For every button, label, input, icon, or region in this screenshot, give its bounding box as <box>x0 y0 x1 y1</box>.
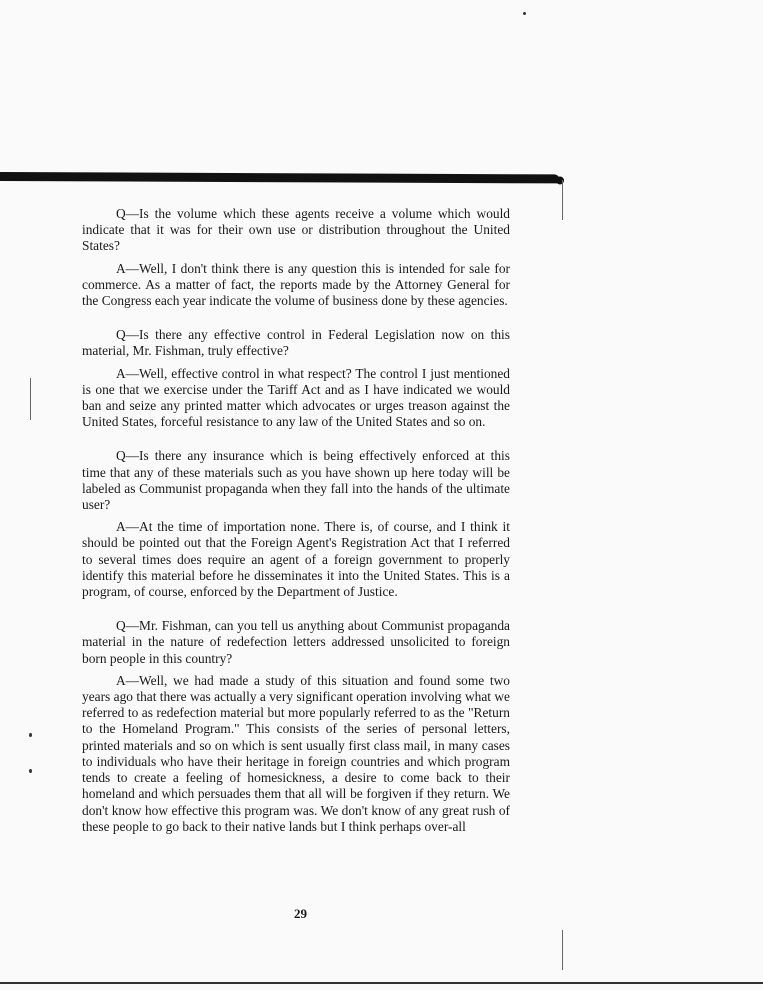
margin-mark <box>562 180 563 220</box>
answer-paragraph: A—At the time of importation none. There is, of course, and I think it should be pointed out that the Foreign Agent's Registration Act that I referred to several times does require an agent of a foreign government to properly identify this material before he disseminates it into the United States. This is a program, of course, enforced by the Department of Justice. <box>82 519 510 600</box>
page-body <box>82 206 510 835</box>
question-paragraph: Q—Is there any effective control in Federal Legislation now on this material, Mr. Fishman, truly effective? <box>82 327 510 359</box>
margin-mark <box>30 378 31 420</box>
bottom-rule <box>0 982 763 984</box>
question-paragraph: Q—Is there any insurance which is being effectively enforced at this time that any of these materials such as you have shown up here today will be labeled as Communist propaganda when they fall into the hands of the ultimate user? <box>82 448 510 513</box>
top-rule <box>0 172 560 183</box>
question-paragraph: Q—Is the volume which these agents receive a volume which would indicate that it was for their own use or distribution throughout the United States? <box>82 206 510 254</box>
answer-paragraph: A—Well, effective control in what respect? The control I just mentioned is one that we exercise under the Tariff Act and as I have indicated we would ban and seize any printed matter which advocates or urges treason against the United States, forceful resistance to any law of the United States and so on. <box>82 365 510 430</box>
speck <box>29 733 32 737</box>
question-paragraph: Q—Mr. Fishman, can you tell us anything about Communist propaganda material in the nature of redefection letters addressed unsolicited to foreign born people in this country? <box>82 618 510 666</box>
answer-paragraph: A—Well, we had made a study of this situation and found some two years ago that there was actually a very significant operation involving what we referred to as redefection material but more popularly referred to as the "Return to the Homeland Program." This consists of the series of personal letters, printed materials and so on which is sent usually first class mail, in many cases to individuals who have their heritage in foreign countries and which program tends to create a feeling of homesickness, a desire to come back to their homeland and which persuades them that all will be forgiven if they return. We don't know how effective this program was. We don't know of any great rush of these people to go back to their native lands but I think perhaps over-all <box>82 672 510 834</box>
answer-paragraph: A—Well, I don't think there is any question this is intended for sale for commerce. As a matter of fact, the reports made by the Attorney General for the Congress each year indicate the volume of business done by these agencies. <box>82 260 510 309</box>
speck <box>29 769 32 773</box>
margin-mark <box>562 930 563 970</box>
speck <box>523 12 526 15</box>
page-number: 29 <box>294 906 307 921</box>
